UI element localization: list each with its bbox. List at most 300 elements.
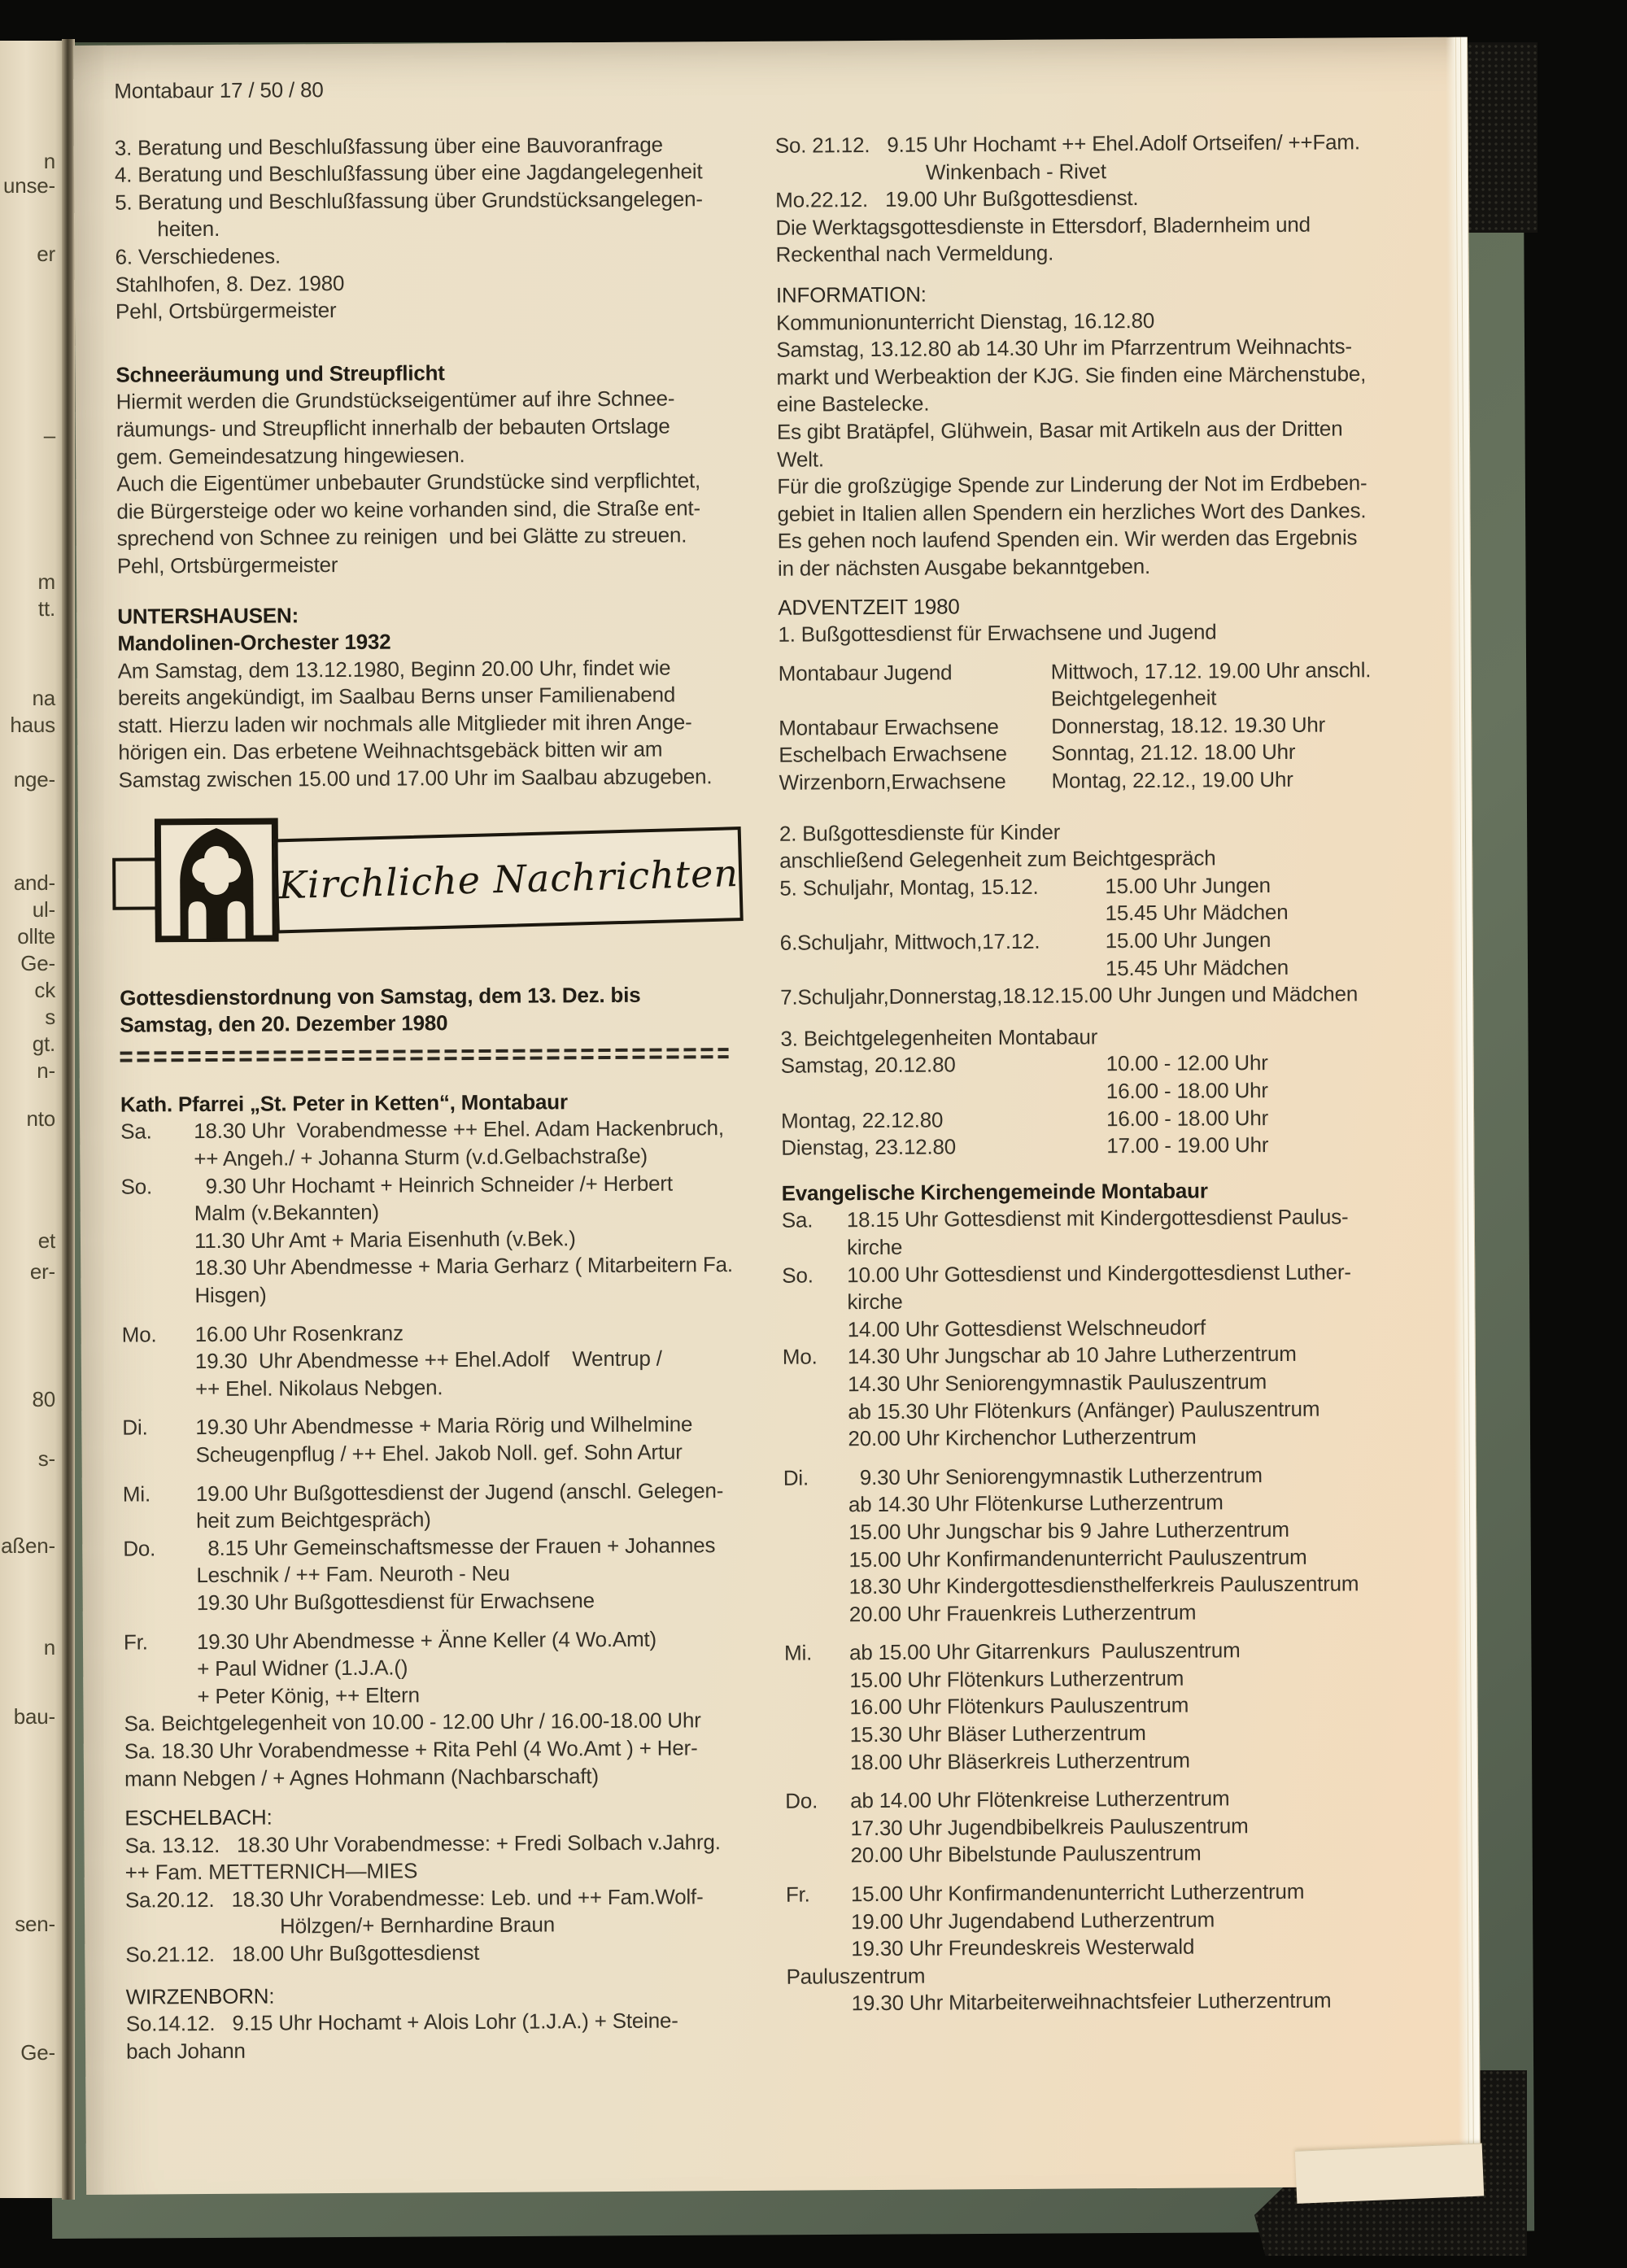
previous-page-text-fragment: nto <box>26 1106 55 1131</box>
schedule-row <box>784 1663 1476 1694</box>
entry-text: 18.00 Uhr Bläserkreis Lutherzentrum <box>849 1747 1190 1774</box>
day-label <box>782 1289 847 1316</box>
kinder-row-label: 6.Schuljahr, Mittwoch,17.12. <box>779 928 1040 955</box>
entry-text: ++ Angeh./ + Johanna Sturm (v.d.Gelbachstraße) <box>194 1143 648 1171</box>
day-label: Do. <box>785 1788 818 1813</box>
section-untershausen <box>117 599 798 794</box>
kirchliche-nachrichten-banner <box>103 814 800 942</box>
previous-page-text-fragment: bau- <box>13 1704 55 1729</box>
beicht-row-label <box>781 1078 1106 1107</box>
schedule-line: So.14.12. 9.15 Uhr Hochamt + Alois Lohr (1.J.A.) + Steine- <box>125 2008 678 2036</box>
day-label <box>122 1441 195 1469</box>
previous-page-text-fragment: ul- <box>32 897 55 922</box>
previous-page-text-fragment: Ge- <box>20 2040 55 2065</box>
entry-text: 15.00 Uhr Flötenkurs Lutherzentrum <box>849 1665 1184 1693</box>
body-line: Am Samstag, dem 13.12.1980, Beginn 20.00 Uhr, findet wie <box>117 655 671 683</box>
beicht-row-value: 17.00 - 19.00 Uhr <box>1106 1132 1269 1158</box>
day-label: So. <box>120 1174 153 1199</box>
body-line: räumungs- und Streupflicht innerhalb der bebauten Ortslage <box>116 413 670 442</box>
day-label: Mo. <box>782 1344 818 1370</box>
section-schneeraeumung <box>116 357 797 580</box>
entry-text: mann Nebgen / + Agnes Hohmann (Nachbarschaft) <box>124 1763 599 1791</box>
agenda-line: 6. Verschiedenes. <box>115 243 281 269</box>
schedule-row <box>124 1652 804 1684</box>
section-kath-pfarrei <box>120 1087 805 1792</box>
kinder-row-value: 15.45 Uhr Mädchen <box>1105 900 1289 926</box>
kinder-row-value: 15.00 Uhr Jungen <box>1105 872 1271 899</box>
schedule-row <box>121 1279 801 1311</box>
beicht-row-label: Montag, 22.12.80 <box>780 1107 944 1133</box>
schedule-row <box>787 1987 1478 2018</box>
kinder-row <box>779 898 1471 930</box>
kath-schedule <box>120 1114 805 1793</box>
beicht-row-value: 16.00 - 18.00 Uhr <box>1106 1078 1268 1104</box>
day-label <box>786 1908 851 1936</box>
schedule-row <box>123 1504 803 1536</box>
agenda-line: Pehl, Ortsbürgermeister <box>115 298 337 324</box>
entry-text: 15.00 Uhr Konfirmandenunterricht Lutherzentrum <box>850 1878 1305 1907</box>
previous-page-text-fragment: tt. <box>37 596 55 621</box>
previous-page-text-fragment: na <box>32 686 55 710</box>
entry-text: Sa. Beichtgelegenheit von 10.00 - 12.00 Uhr / 16.00-18.00 Uhr <box>124 1708 701 1736</box>
beicht-row <box>781 1131 1472 1162</box>
entry-text: 18.15 Uhr Gottesdienst mit Kindergottesdienst Paulus- <box>846 1204 1349 1232</box>
day-label <box>785 1721 850 1749</box>
evang-schedule <box>782 1203 1478 2018</box>
beicht-row-label: Samstag, 20.12.80 <box>780 1052 956 1079</box>
schedule-row <box>785 1784 1477 1816</box>
section-subheading: 2. Bußgottesdienste für Kinder <box>779 819 1061 846</box>
previous-page-edge <box>0 41 65 2198</box>
advent-row-value: Montag, 22.12., 19.00 Uhr <box>1051 766 1293 793</box>
advent-row-value: Mittwoch, 17.12. 19.00 Uhr anschl. <box>1050 656 1372 684</box>
section-adventzeit <box>778 590 1471 796</box>
day-label: Do. <box>123 1536 156 1561</box>
advent-row <box>779 738 1470 770</box>
entry-text: 20.00 Uhr Kirchenchor Lutherzentrum <box>848 1424 1197 1451</box>
schedule-line: bach Johann <box>125 2038 246 2064</box>
entry-text: + Peter König, ++ Eltern <box>197 1682 420 1708</box>
entry-text: 10.00 Uhr Gottesdienst und Kindergottesdienst Luther- <box>847 1258 1351 1287</box>
kinder-rows <box>779 870 1472 984</box>
advent-row <box>779 683 1470 715</box>
advent-row-label: Montabaur Erwachsene <box>779 713 999 740</box>
schedule-row <box>783 1460 1475 1492</box>
schedule-row <box>786 1932 1477 1964</box>
body-line: gem. Gemeindesatzung hingewiesen. <box>116 442 465 469</box>
schedule-line: Die Werktagsgottesdienste in Ettersdorf, Bladernheim und <box>775 212 1311 240</box>
order-heading-line2: Samstag, den 20. Dezember 1980 <box>120 1010 448 1037</box>
beicht-row-value: 16.00 - 18.00 Uhr <box>1106 1105 1269 1131</box>
schedule-row <box>783 1488 1475 1520</box>
entry-text: kirche <box>847 1289 903 1315</box>
day-label <box>784 1667 849 1694</box>
body-line: Pehl, Ortsbürgermeister <box>116 552 338 578</box>
previous-page-text-fragment: 80 <box>32 1387 55 1411</box>
schedule-line: Hölzgen/+ Bernhardine Braun <box>280 1912 556 1939</box>
schedule-row <box>783 1422 1474 1454</box>
advent-rows <box>779 656 1471 796</box>
day-label <box>783 1492 848 1520</box>
day-label: Fr. <box>785 1882 810 1907</box>
column-right <box>775 129 1478 2018</box>
kinder-row <box>779 870 1471 902</box>
advent-row-label: Montabaur Jugend <box>778 660 953 686</box>
schedule-row <box>786 1904 1477 1936</box>
entry-text: Leschnik / ++ Fam. Neuroth - Neu <box>196 1561 510 1588</box>
schedule-line: Mo.22.12. 19.00 Uhr Bußgottesdienst. <box>775 185 1139 212</box>
body-line: bereits angekündigt, im Saalbau Berns unser Familienabend <box>117 682 676 710</box>
section-heading: Kath. Pfarrei „St. Peter in Ketten“, Montabaur <box>120 1089 568 1117</box>
schedule-row <box>784 1636 1476 1668</box>
advent-row-label: Wirzenborn,Erwachsene <box>779 769 1006 795</box>
advent-row <box>779 710 1470 742</box>
day-label <box>783 1316 848 1344</box>
body-line: eine Bastelecke. <box>776 390 930 417</box>
body-line: statt. Hierzu laden wir nochmals alle Mitglieder mit ihren Ange- <box>118 709 692 738</box>
schedule-row <box>783 1515 1475 1546</box>
agenda-line: Stahlhofen, 8. Dez. 1980 <box>115 270 345 297</box>
schedule-row <box>784 1597 1476 1629</box>
section-heading: UNTERSHAUSEN: <box>117 602 299 629</box>
schedule-row <box>120 1142 800 1174</box>
schedule-row <box>124 1707 805 1738</box>
untershausen-lines <box>118 653 799 794</box>
schedule-row <box>783 1394 1474 1426</box>
day-label <box>123 1507 196 1535</box>
day-label <box>782 1234 847 1262</box>
schedule-row <box>782 1203 1473 1235</box>
advent-row-value: Donnerstag, 18.12. 19.30 Uhr <box>1051 712 1326 739</box>
scan-top-shadow <box>0 0 1627 42</box>
body-line: in der nächsten Ausgabe bekanntgeben. <box>777 553 1151 581</box>
agenda-line: 5. Beratung und Beschlußfassung über Grundstücksangelegen- <box>115 186 703 215</box>
section-eschelbach <box>124 1801 805 1969</box>
previous-page-text-fragment: er- <box>29 1259 55 1284</box>
kinder-row-value: 15.45 Uhr Mädchen <box>1105 954 1289 980</box>
previous-page-text-fragment: et <box>37 1228 55 1253</box>
kinder-row-label: 5. Schuljahr, Montag, 15.12. <box>779 874 1039 901</box>
day-label <box>785 1749 850 1777</box>
entry-text: 18.30 Uhr Abendmesse + Maria Gerharz ( Mitarbeitern Fa. <box>194 1252 733 1280</box>
entry-text: 19.30 Uhr Abendmesse ++ Ehel.Adolf Wentrup / <box>194 1346 662 1374</box>
section-subheading: 3. Beichtgelegenheiten Montabaur <box>780 1024 1098 1051</box>
kinder-row-label <box>780 955 1106 984</box>
schedule-line: Sa.20.12. 18.30 Uhr Vorabendmesse: Leb. und ++ Fam.Wolf- <box>124 1884 704 1913</box>
entry-text: Hisgen) <box>194 1282 267 1308</box>
banner-title: Kirchliche Nachrichten <box>277 850 739 908</box>
previous-page-text-fragment: n- <box>37 1058 55 1083</box>
body-line: Kommunionunterricht Dienstag, 16.12.80 <box>776 307 1155 335</box>
beicht-row <box>781 1049 1472 1080</box>
entry-text: ab 14.30 Uhr Flötenkurse Lutherzentrum <box>848 1489 1224 1517</box>
entry-text: 19.30 Uhr Freundeskreis Westerwald <box>851 1934 1195 1961</box>
day-label: Mi. <box>783 1640 813 1665</box>
entry-text: 9.30 Uhr Hochamt + Heinrich Schneider /+ Herbert <box>194 1171 673 1198</box>
previous-page-text-fragment: nge- <box>13 767 55 792</box>
previous-page-text-fragment: gt. <box>32 1032 55 1056</box>
section-gottesdienstordnung <box>120 980 800 1062</box>
schedule-row <box>121 1197 801 1228</box>
schedule-row <box>124 1625 804 1656</box>
body-line: Samstag, 13.12.80 ab 14.30 Uhr im Pfarrzentrum Weihnachts- <box>776 334 1352 362</box>
council-agenda-lines <box>115 130 796 325</box>
body-line: Es gibt Bratäpfel, Glühwein, Basar mit Artikeln aus der Dritten <box>776 416 1343 444</box>
entry-text: heit zum Beichtgespräch) <box>195 1507 431 1533</box>
schedule-row <box>786 1838 1477 1870</box>
schedule-row <box>123 1476 803 1508</box>
schedule-row <box>782 1230 1473 1262</box>
kinder-full-line: 7.Schuljahr,Donnerstag,18.12.15.00 Uhr Jungen und Mädchen <box>780 981 1359 1010</box>
schedule-row <box>120 1169 800 1201</box>
schedule-row <box>121 1223 801 1255</box>
body-line: die Bürgersteige oder wo keine vorhanden sind, die Straße ent- <box>116 495 701 524</box>
schedule-row <box>124 1679 804 1711</box>
schedule-row <box>782 1258 1473 1289</box>
previous-page-text-fragment: ollte <box>17 924 55 949</box>
day-label: Fr. <box>123 1629 148 1655</box>
section-evangelisch <box>782 1175 1478 2017</box>
entry-text: 16.00 Uhr Rosenkranz <box>194 1320 403 1346</box>
previous-page-text-fragment: er <box>37 242 55 266</box>
body-line: hörigen ein. Das erbetene Weihnachtsgebäck bitten wir am <box>118 737 663 765</box>
day-label <box>124 1655 197 1683</box>
kinder-row-label <box>779 901 1105 930</box>
day-label <box>787 1991 852 2018</box>
schedule-row <box>122 1345 802 1376</box>
entry-text: 17.30 Uhr Jugendbibelkreis Pauluszentrum <box>850 1813 1249 1841</box>
section-heading: Evangelische Kirchengemeinde Montabaur <box>781 1178 1208 1206</box>
section-heading: ESCHELBACH: <box>124 1804 273 1830</box>
day-label <box>124 1683 197 1711</box>
section-kinder <box>779 816 1472 1011</box>
entry-text: 15.00 Uhr Konfirmandenunterricht Pauluszentrum <box>848 1544 1307 1572</box>
beicht-row <box>781 1076 1472 1108</box>
entry-text: Sa. 18.30 Uhr Vorabendmesse + Rita Pehl (4 Wo.Amt ) + Her- <box>124 1735 698 1764</box>
day-label <box>122 1376 195 1403</box>
newsletter-page <box>73 37 1481 2195</box>
body-line: markt und Werbeaktion der KJG. Sie finden eine Märchenstube, <box>776 361 1367 390</box>
entry-text: 9.30 Uhr Seniorengymnastik Lutherzentrum <box>848 1462 1263 1489</box>
beicht-row <box>781 1103 1472 1135</box>
entry-text: 15.00 Uhr Jungschar bis 9 Jahre Lutherzentrum <box>848 1516 1289 1545</box>
schedule-row <box>783 1367 1474 1398</box>
schedule-row <box>121 1251 801 1283</box>
previous-page-text-fragment: n <box>43 149 55 173</box>
schedule-row <box>783 1312 1474 1344</box>
beicht-row-value: 10.00 - 12.00 Uhr <box>1106 1050 1268 1076</box>
schedule-row <box>783 1570 1475 1602</box>
body-line: Auch die Eigentümer unbebauter Grundstücke sind verpflichtet, <box>116 468 701 496</box>
schedule-row <box>123 1531 803 1563</box>
section-note: anschließend Gelegenheit zum Beichtgespräch <box>779 845 1216 873</box>
entry-text: 19.00 Uhr Bußgottesdienst der Jugend (anschl. Gelegen- <box>195 1477 724 1506</box>
page-reference: Montabaur 17 / 50 / 80 <box>114 77 324 103</box>
previous-page-text-fragment: haus <box>10 713 55 737</box>
page-gutter-shadow <box>62 39 75 2200</box>
previous-page-text-fragment: aßen- <box>1 1533 55 1558</box>
section-council-agenda <box>114 74 796 326</box>
section-heading: ADVENTZEIT 1980 <box>778 593 960 620</box>
schedule-row <box>124 1761 805 1793</box>
schedule-line: So.21.12. 18.00 Uhr Bußgottesdienst <box>125 1940 480 1967</box>
previous-page-text-fragment: n <box>43 1635 55 1660</box>
entry-text: 18.30 Uhr Vorabendmesse ++ Ehel. Adam Hackenbruch, <box>194 1115 725 1144</box>
previous-page-text-fragment: ck <box>34 978 55 1002</box>
schedule-row <box>122 1317 802 1349</box>
entry-text: 20.00 Uhr Bibelstunde Pauluszentrum <box>850 1841 1202 1868</box>
schedule-row <box>783 1340 1474 1372</box>
advent-row-value: Beichtgelegenheit <box>1050 685 1217 711</box>
beicht-row-label: Dienstag, 23.12.80 <box>781 1134 957 1160</box>
entry-text: 14.30 Uhr Jungschar ab 10 Jahre Lutherzentrum <box>847 1341 1297 1369</box>
kinder-row-value: 15.00 Uhr Jungen <box>1105 927 1272 953</box>
schedule-row <box>124 1734 805 1765</box>
day-label: Mo. <box>121 1321 157 1347</box>
previous-page-text-fragment: s <box>45 1005 55 1029</box>
section-subheading: 1. Bußgottesdienst für Erwachsene und Jugend <box>778 619 1217 647</box>
entry-text: ab 15.30 Uhr Flötenkurs (Anfänger) Pauluszentrum <box>848 1396 1320 1424</box>
section-wirzenborn <box>126 1979 807 2065</box>
schedule-row <box>122 1372 802 1403</box>
entry-text: 19.30 Uhr Abendmesse + Änne Keller (4 Wo.Amt) <box>196 1626 657 1654</box>
kinder-row <box>780 953 1472 984</box>
schedule-row <box>783 1542 1475 1574</box>
entry-text: 19.30 Uhr Mitarbeiterweihnachtsfeier Lutherzentrum <box>851 1988 1332 2016</box>
day-label <box>124 1590 197 1617</box>
day-label <box>786 1843 851 1870</box>
kinder-row <box>780 926 1472 957</box>
day-label <box>121 1228 194 1255</box>
beicht-rows <box>781 1049 1473 1162</box>
body-line: Samstag zwischen 15.00 und 17.00 Uhr im Saalbau abzugeben. <box>118 764 713 792</box>
advent-row-value: Sonntag, 21.12. 18.00 Uhr <box>1051 739 1296 766</box>
entry-text: Scheugenpflug / ++ Ehel. Jakob Noll. gef. Sohn Artur <box>195 1439 683 1468</box>
section-information <box>776 278 1469 583</box>
schedule-line: Sa. 13.12. 18.30 Uhr Vorabendmesse: + Fredi Solbach v.Jahrg. <box>124 1829 721 1858</box>
day-label <box>783 1519 848 1546</box>
entry-text: 8.15 Uhr Gemeinschaftsmesse der Frauen + Johannes <box>196 1532 716 1560</box>
schedule-row <box>784 1690 1476 1722</box>
body-line: Für die großzügige Spende zur Linderung der Not im Erdbeben- <box>777 470 1367 499</box>
schedule-row <box>122 1411 802 1442</box>
schedule-row <box>785 1718 1477 1750</box>
body-line: Hiermit werden die Grundstückseigentümer auf ihre Schnee- <box>116 386 675 415</box>
banner-title-box <box>274 827 744 933</box>
section-heading: INFORMATION: <box>775 281 927 307</box>
section-so2112 <box>775 129 1468 269</box>
previous-page-text-fragment: sen- <box>15 1912 55 1936</box>
day-label <box>122 1348 195 1376</box>
entry-text: 19.30 Uhr Abendmesse + Maria Rörig und Wilhelmine <box>195 1411 693 1440</box>
schedule-line: So. 21.12. 9.15 Uhr Hochamt ++ Ehel.Adolf Ortseifen/ ++Fam. <box>774 129 1360 158</box>
section-heading: Schneeräumung und Streupflicht <box>116 360 445 387</box>
previous-page-text-fragment: s- <box>37 1446 55 1471</box>
day-label <box>121 1282 194 1310</box>
body-line: sprechend von Schnee zu reinigen und bei Glätte zu streuen. <box>116 522 687 551</box>
entry-text: Pauluszentrum <box>786 1963 926 1989</box>
section-beichtgelegenheiten <box>780 1021 1472 1162</box>
day-label <box>783 1398 848 1426</box>
schedule-line: ++ Fam. METTERNICH—MIES <box>124 1858 418 1885</box>
entry-text: 16.00 Uhr Flötenkurs Pauluszentrum <box>849 1693 1189 1720</box>
schedule-row <box>124 1585 804 1617</box>
entry-text: Malm (v.Bekannten) <box>194 1199 379 1226</box>
order-heading-line1: Gottesdienstordnung von Samstag, dem 13. Dez. bis <box>120 982 641 1010</box>
day-label <box>123 1562 196 1590</box>
day-label: Sa. <box>120 1119 152 1145</box>
previous-page-text-fragment: unse- <box>2 173 55 198</box>
advent-row <box>779 656 1470 687</box>
day-label <box>121 1200 194 1228</box>
column-left <box>114 74 806 2065</box>
entry-text: 18.30 Uhr Kindergottesdiensthelferkreis Pauluszentrum <box>848 1571 1359 1599</box>
schedule-row <box>786 1959 1477 1991</box>
schedule-row <box>785 1811 1477 1843</box>
eschelbach-lines <box>124 1828 805 1969</box>
day-label <box>784 1694 849 1722</box>
body-line: Welt. <box>777 446 824 472</box>
day-label: Di. <box>122 1415 148 1441</box>
information-lines <box>776 305 1469 582</box>
entry-text: + Paul Widner (1.J.A.() <box>197 1655 408 1681</box>
section-subheading: Mandolinen-Orchester 1932 <box>117 629 391 656</box>
entry-text: 14.30 Uhr Seniorengymnastik Pauluszentrum <box>847 1369 1267 1397</box>
advent-row-label: Eschelbach Erwachsene <box>779 741 1007 768</box>
double-dash-separator <box>120 1048 729 1062</box>
body-line: Es gehen noch laufend Spenden ein. Wir werden das Ergebnis <box>777 525 1358 554</box>
day-label <box>786 1935 851 1963</box>
schedule-line: Reckenthal nach Vermeldung. <box>775 241 1054 268</box>
church-window-icon <box>155 818 279 942</box>
entry-text: kirche <box>846 1234 903 1260</box>
previous-page-text-fragment: Ge- <box>20 951 55 975</box>
schedule-row <box>122 1438 802 1470</box>
entry-text: 19.00 Uhr Jugendabend Lutherzentrum <box>851 1907 1215 1934</box>
advent-row <box>779 765 1470 797</box>
day-label: Sa. <box>781 1207 814 1233</box>
day-label <box>783 1573 848 1601</box>
schedule-row <box>123 1559 803 1590</box>
entry-text: 14.00 Uhr Gottesdienst Welschneudorf <box>847 1315 1206 1341</box>
day-label: Mi. <box>122 1481 151 1507</box>
day-label: So. <box>782 1263 814 1288</box>
schedule-row <box>120 1114 800 1146</box>
entry-text: ab 15.00 Uhr Gitarrenkurs Pauluszentrum <box>848 1638 1241 1665</box>
entry-text: ab 14.00 Uhr Flötenkreise Lutherzentrum <box>850 1786 1230 1813</box>
agenda-line: 4. Beratung und Beschlußfassung über eine Jagdangelegenheit <box>114 159 703 187</box>
snow-lines <box>116 385 797 580</box>
entry-text: ++ Ehel. Nikolaus Nebgen. <box>194 1375 443 1401</box>
body-line: gebiet in Italien allen Spendern ein herzliches Wort des Dankes. <box>777 498 1367 526</box>
day-label <box>783 1371 848 1398</box>
day-label <box>783 1425 848 1453</box>
entry-text: 15.30 Uhr Bläser Lutherzentrum <box>849 1721 1146 1747</box>
entry-text: 20.00 Uhr Frauenkreis Lutherzentrum <box>848 1599 1197 1626</box>
schedule-row <box>782 1285 1473 1317</box>
day-label <box>120 1145 194 1173</box>
schedule-row <box>786 1878 1477 1909</box>
entry-text: 19.30 Uhr Bußgottesdienst für Erwachsene <box>196 1588 595 1616</box>
day-label <box>785 1815 850 1843</box>
agenda-line: heiten. <box>157 216 220 242</box>
day-label: Di. <box>783 1465 809 1490</box>
schedule-line: Winkenbach - Rivet <box>925 158 1106 185</box>
previous-page-text-fragment: – <box>43 423 55 447</box>
advent-row-label <box>779 686 1051 715</box>
previous-page-text-fragment: m <box>37 569 55 594</box>
previous-page-text-fragment: and- <box>13 870 55 895</box>
